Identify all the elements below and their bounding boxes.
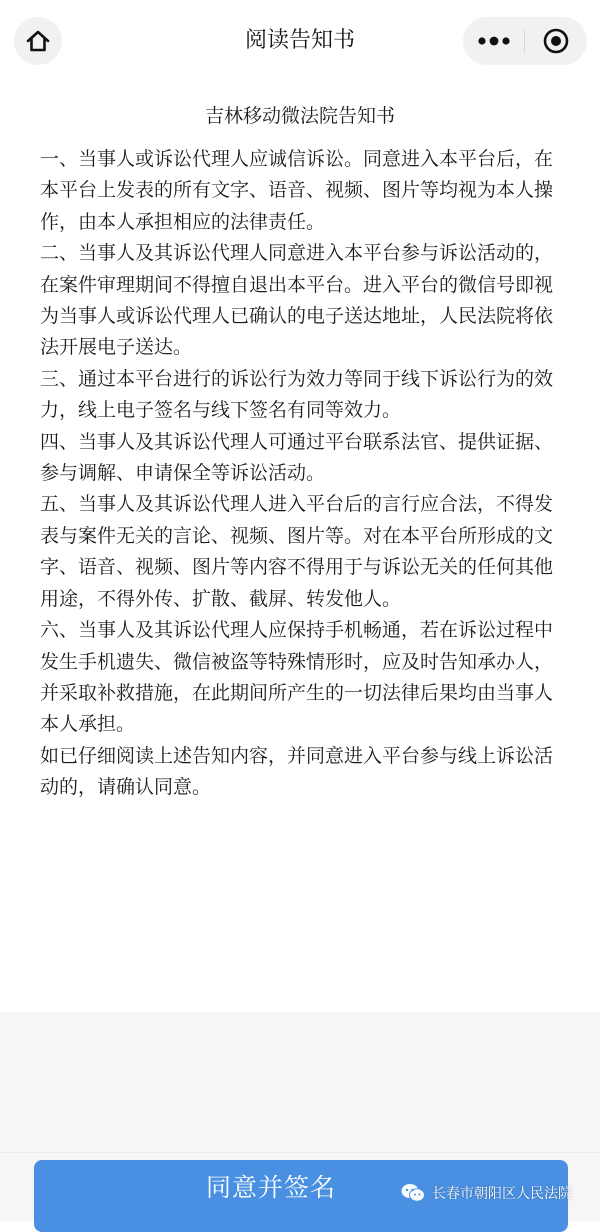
watermark bbox=[400, 1180, 592, 1206]
wechat-official-account-icon bbox=[400, 1182, 426, 1204]
close-button[interactable] bbox=[525, 17, 587, 65]
agree-button-label: 同意并签名 bbox=[205, 1173, 336, 1202]
notice-paragraph-3: 三、通过本平台进行的诉讼行为效力等同于线下诉讼行为的效力，线上电子签名与线下签名有同等效力。 bbox=[40, 367, 554, 422]
notice-paragraph-2: 二、当事人及其诉讼代理人同意进入本平台参与诉讼活动的，在案件审理期间不得擅自退出本平台。进入平台的微信号即视为当事人或诉讼代理人已确认的电子送达地址，人民法院将依法开展电子送达。 bbox=[40, 242, 554, 359]
home-button[interactable] bbox=[14, 17, 62, 65]
notice-paragraph-6: 六、当事人及其诉讼代理人应保持手机畅通，若在诉讼过程中发生手机遗失、微信被盗等特殊情形时，应及时告知承办人，并采取补救措施，在此期间所产生的一切法律后果均由当事人本人承担。 bbox=[40, 619, 554, 736]
more-dots-icon bbox=[477, 35, 511, 47]
record-close-icon bbox=[542, 27, 570, 55]
confirmation-paragraph: 如已仔细阅读上述告知内容，并同意进入平台参与线上诉讼活动的，请确认同意。 bbox=[40, 744, 554, 799]
notice-paragraph-1: 一、当事人或诉讼代理人应诚信诉讼。同意进入本平台后，在本平台上发表的所有文字、语音、视频、图片等均视为本人操作，由本人承担相应的法律责任。 bbox=[40, 148, 554, 233]
watermark-text: 长春市朝阳区人民法院 bbox=[432, 1186, 572, 1202]
home-icon bbox=[25, 28, 51, 54]
notice-paragraph-5: 五、当事人及其诉讼代理人进入平台后的言行应合法，不得发表与案件无关的言论、视频、图片等。对在本平台所形成的文字、语音、视频、图片等内容不得用于与诉讼无关的任何其他用途，不得外传、扩散、截屏、转发他人。 bbox=[40, 493, 554, 610]
content-spacer bbox=[0, 1012, 600, 1152]
notice-document bbox=[0, 82, 600, 1012]
document-body bbox=[40, 144, 570, 804]
navigation-bar bbox=[0, 0, 600, 82]
notice-paragraph-4: 四、当事人及其诉讼代理人可通过平台联系法官、提供证据、参与调解、申请保全等诉讼活动。 bbox=[40, 430, 554, 485]
mini-program-capsule bbox=[463, 17, 587, 65]
more-button[interactable] bbox=[463, 17, 524, 65]
document-title: 吉林移动微法院告知书 bbox=[204, 105, 395, 127]
page-title: 阅读告知书 bbox=[244, 28, 355, 53]
